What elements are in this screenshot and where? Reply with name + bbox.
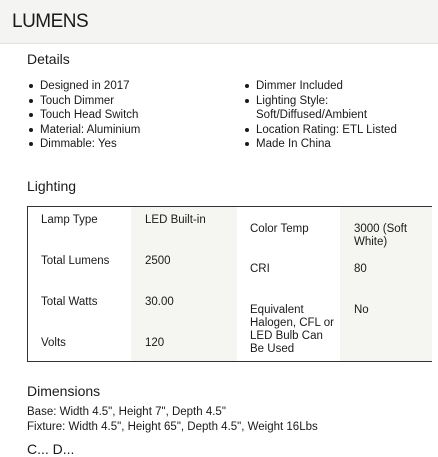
spec-value-volts: 120	[145, 337, 165, 349]
list-item: Touch Head Switch	[27, 108, 227, 123]
list-item: Location Rating: ETL Listed	[243, 123, 423, 138]
list-item: Dimmer Included	[243, 79, 423, 94]
site-header	[0, 0, 438, 44]
brand-logo[interactable]: LUMENS	[12, 11, 89, 32]
list-item: Dimmable: Yes	[27, 137, 227, 152]
list-item: Material: Aluminium	[27, 123, 227, 138]
spec-label-equivalent-bulb: Equivalent Halogen, CFL or LED Bulb Can Be Used	[250, 304, 334, 355]
lighting-spec-table	[27, 206, 432, 362]
list-item: Touch Dimmer	[27, 94, 227, 109]
spec-label-total-watts: Total Watts	[41, 296, 98, 308]
dimensions-heading: Dimensions	[27, 383, 101, 399]
dimensions-text	[27, 405, 318, 435]
dimensions-base: Base: Width 4.5", Height 7", Depth 4.5"	[27, 406, 226, 418]
details-list-right	[243, 79, 423, 152]
spec-label-total-lumens: Total Lumens	[41, 255, 110, 267]
spec-label-color-temp: Color Temp	[250, 223, 309, 235]
spec-label-cri: CRI	[250, 263, 270, 275]
lighting-heading: Lighting	[27, 178, 77, 194]
dimensions-fixture: Fixture: Width 4.5", Height 65", Depth 4.5", Weight 16Lbs	[27, 421, 318, 433]
details-list-left	[27, 79, 227, 152]
next-section-heading: C... D...	[27, 441, 75, 457]
spec-value-color-temp: 3000 (Soft White)	[354, 223, 408, 248]
list-item: Lighting Style: Soft/Diffused/Ambient	[243, 94, 423, 123]
spec-value-equivalent-bulb: No	[354, 304, 369, 316]
spec-label-volts: Volts	[41, 337, 66, 349]
details-heading: Details	[27, 51, 70, 67]
spec-value-total-lumens: 2500	[145, 255, 171, 267]
spec-value-total-watts: 30.00	[145, 296, 174, 308]
list-item: Made In China	[243, 137, 423, 152]
spec-value-cri: 80	[354, 263, 367, 275]
spec-value-lamp-type: LED Built-in	[145, 214, 206, 226]
list-item: Designed in 2017	[27, 79, 227, 94]
spec-label-lamp-type: Lamp Type	[41, 214, 98, 226]
